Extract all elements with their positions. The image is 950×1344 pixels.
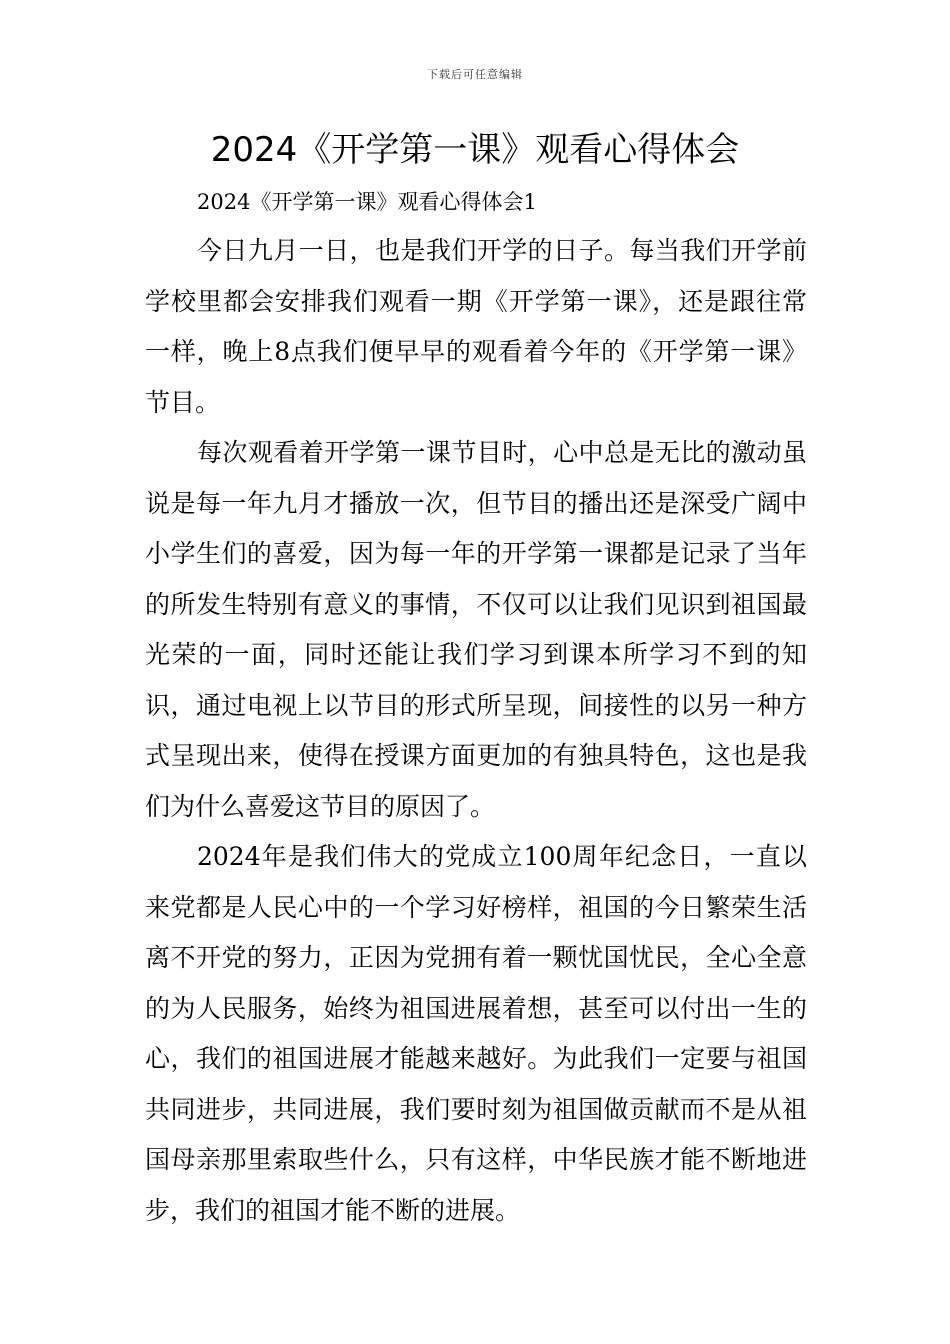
document-body — [145, 180, 807, 1236]
document-title: 2024《开学第一课》观看心得体会 — [210, 130, 740, 170]
header-note: 下载后可任意编辑 — [427, 68, 523, 81]
paragraph-2: 每次观看着开学第一课节目时，心中总是无比的激动虽说是每一年九月才播放一次，但节目的播出还是深受广阔中小学生们的喜爱，因为每一年的开学第一课都是记录了当年的所发生特别有意义的事情，不仅可以让我们见识到祖国最光荣的一面，同时还能让我们学习到课本所学习不到的知识，通过电视上以节目的形式所呈现，间接性的以另一种方式呈现出来，使得在授课方面更加的有独具特色，这也是我们为什么喜爱这节目的原因了。 — [145, 438, 807, 821]
paragraph-1: 今日九月一日，也是我们开学的日子。每当我们开学前学校里都会安排我们观看一期《开学第一课》，还是跟往常一样，晚上8点我们便早早的观看着今年的《开学第一课》节目。 — [145, 236, 807, 417]
section-heading: 2024《开学第一课》观看心得体会1 — [197, 190, 537, 214]
paragraph-3: 2024年是我们伟大的党成立100周年纪念日，一直以来党都是人民心中的一个学习好榜样，祖国的今日繁荣生活离不开党的努力，正因为党拥有着一颗忧国忧民，全心全意的为人民服务，始终为祖国进展着想，甚至可以付出一生的心，我们的祖国进展才能越来越好。为此我们一定要与祖国共同进步，共同进展，我们要时刻为祖国做贡献而不是从祖国母亲那里索取些什么，只有这样，中华民族才能不断地进步，我们的祖国才能不断的进展。 — [145, 842, 807, 1225]
